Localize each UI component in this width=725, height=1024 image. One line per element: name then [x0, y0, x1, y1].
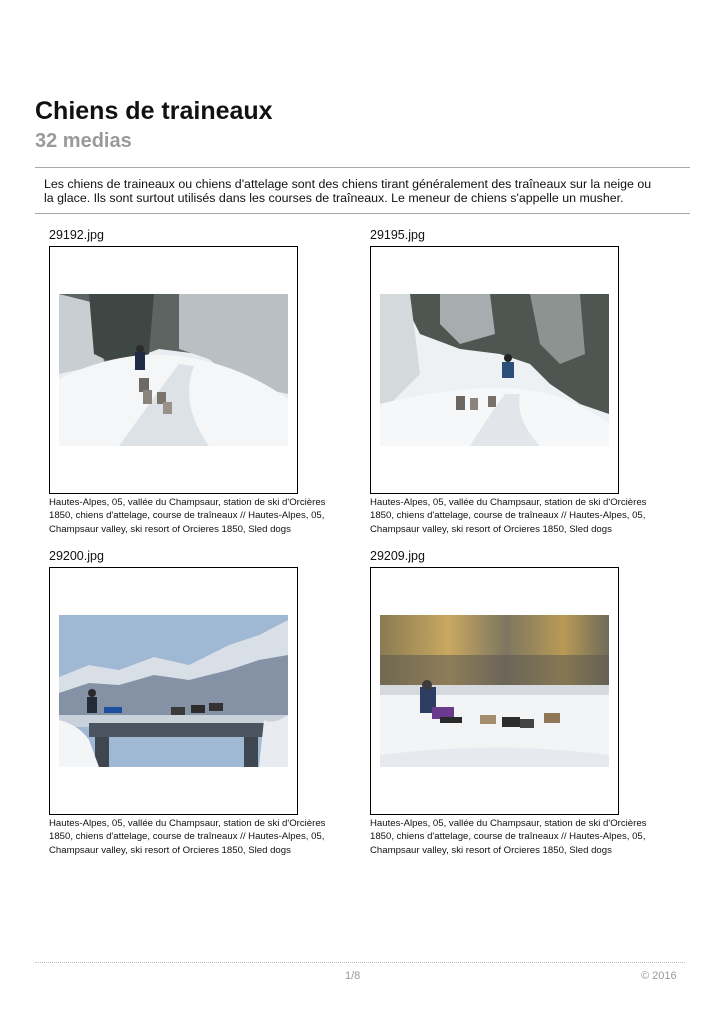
media-frame[interactable] — [370, 567, 619, 815]
media-filename: 29192.jpg — [49, 228, 104, 242]
description: Les chiens de traineaux ou chiens d'attelage sont des chiens tirant généralement des traîneaux sur la neige ou la glace. Ils sont surtout utilisés dans les courses de traîneaux. Le meneur de chiens s'appelle un musher. — [44, 177, 652, 205]
media-filename: 29200.jpg — [49, 549, 104, 563]
page-title: Chiens de traineaux — [35, 97, 273, 125]
media-frame[interactable] — [49, 567, 298, 815]
page-number: 1/8 — [345, 970, 361, 982]
media-thumbnail[interactable] — [380, 294, 609, 446]
media-filename: 29209.jpg — [370, 549, 425, 563]
divider-top — [35, 167, 690, 168]
media-thumbnail[interactable] — [59, 294, 288, 446]
media-count: 32 medias — [35, 130, 132, 152]
media-caption: Hautes-Alpes, 05, vallée du Champsaur, station de ski d'Orcières 1850, chiens d'attelage, course de traîneaux // Hautes-Alpes, 05, Champsaur valley, ski resort of Orcieres 1850, Sled dogs — [49, 497, 326, 535]
media-thumbnail[interactable] — [59, 615, 288, 767]
media-thumbnail[interactable] — [380, 615, 609, 767]
media-caption: Hautes-Alpes, 05, vallée du Champsaur, station de ski d'Orcières 1850, chiens d'attelage, course de traîneaux // Hautes-Alpes, 05, Champsaur valley, ski resort of Orcieres 1850, Sled dogs — [370, 818, 647, 856]
media-caption: Hautes-Alpes, 05, vallée du Champsaur, station de ski d'Orcières 1850, chiens d'attelage, course de traîneaux // Hautes-Alpes, 05, Champsaur valley, ski resort of Orcieres 1850, Sled dogs — [49, 818, 326, 856]
media-frame[interactable] — [49, 246, 298, 494]
media-frame[interactable] — [370, 246, 619, 494]
media-caption: Hautes-Alpes, 05, vallée du Champsaur, station de ski d'Orcières 1850, chiens d'attelage, course de traîneaux // Hautes-Alpes, 05, Champsaur valley, ski resort of Orcieres 1850, Sled dogs — [370, 497, 647, 535]
copyright: © 2016 — [641, 970, 677, 982]
media-filename: 29195.jpg — [370, 228, 425, 242]
divider-bottom — [35, 213, 690, 214]
footer-divider — [35, 962, 685, 963]
